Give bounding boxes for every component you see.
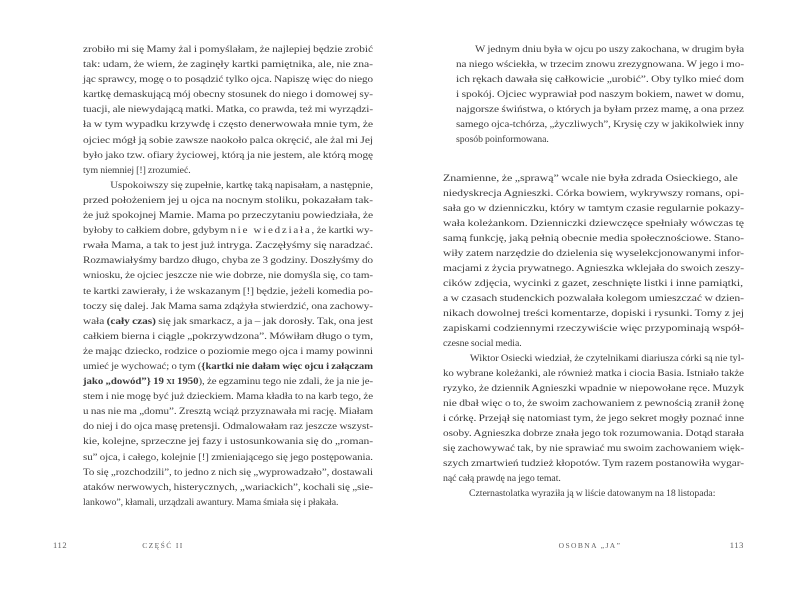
text-line-content [83, 72, 373, 87]
text-line-content [443, 291, 744, 306]
text-line-content [83, 465, 373, 480]
text-segment: niedyskrecja Agnieszki. Córka bowiem, wykrywszy romans, opi- [443, 188, 744, 199]
text-segment: samą funkcję, jaką pełnią obecnie media społecznościowe. Stano- [443, 233, 744, 244]
text-line [83, 102, 373, 117]
text-line [83, 133, 373, 148]
text-segment: tak: udam, że wiem, że zaginęły kartki pamiętnika, ale, nie zna- [83, 59, 373, 71]
text-line-content [443, 171, 738, 186]
text-segment: na niego wściekła, w trzecim znowu zrezygnowana. W jego i mo- [456, 59, 744, 70]
text-line-content [83, 253, 373, 268]
text-segment: jako „dowód”} 19 [83, 376, 167, 388]
left-page-number: 112 [53, 540, 68, 550]
text-line-content [96, 178, 373, 193]
text-line [443, 336, 744, 351]
text-line [83, 314, 373, 329]
text-line-content [83, 419, 373, 434]
text-line [443, 321, 744, 336]
text-segment: su” ojca, i całego, kolejnie [!] zmieniającego się jego postępowania. [83, 451, 373, 463]
text-line [443, 201, 744, 216]
text-line [83, 253, 373, 268]
text-segment: ojciec mógł ją sobie zawsze naokoło palca okręcić, ale żal mi Jej [83, 134, 373, 146]
text-line [83, 299, 373, 314]
text-line-content [83, 450, 373, 465]
text-segment: Czternastolatka wyraziła ją w liście datowanym na 18 listopada: [469, 488, 716, 499]
text-segment: ryzyko, że dziennik Agnieszki wpadnie w niepowołane ręce. Muzyk [443, 383, 744, 394]
text-line-content [456, 486, 715, 501]
text-segment: Uspokoiwszy się zupełnie, kartkę taką napisałam, a następnie, [110, 179, 374, 191]
paragraph [443, 171, 744, 351]
text-segment: całkiem bierna i ciągle „pokrzywdzona”. Mówiłam długo o tym, [83, 330, 373, 342]
text-line-content [443, 321, 744, 336]
text-line-content [83, 344, 373, 359]
text-line [83, 193, 373, 208]
text-segment: kie, kolejne, sprzeczne jej fazy i ustosunkowania się do „roman- [83, 436, 373, 448]
text-segment: Znamienne, że „sprawą” wcale nie była zdrada Osieckiego, ale [443, 173, 738, 184]
text-line [443, 351, 744, 366]
text-line [456, 72, 744, 87]
text-segment: u nas nie ma „domu”. Zresztą wciąż przyznawała mi rację. Miałam [83, 406, 373, 418]
text-line [83, 419, 373, 434]
text-line-content [83, 480, 373, 495]
quote-block [456, 42, 744, 147]
text-line [83, 329, 373, 344]
text-segment: To się „rozchodzili”, to jedno z nich się „wyprowadzało”, dostawali [83, 466, 373, 478]
text-line-content [456, 87, 744, 102]
text-line [443, 261, 744, 276]
text-line-content [443, 441, 744, 456]
text-segment: lankowo”, kłamali, urządzali awantury. Mama śmiała się i płakała. [83, 496, 339, 508]
text-segment: ich rękach dawała się całkowicie „urobić”. Oby tylko mieć dom [456, 74, 744, 85]
text-segment: najgorsze świństwa, o których ja byłam przez mamę, a ona przez [456, 104, 744, 115]
text-segment: i spokój. Ojciec wyprawiał pod naszym bokiem, nawet w domu, [456, 89, 744, 100]
text-line-content [443, 201, 744, 216]
text-line [83, 57, 373, 72]
text-line [83, 434, 373, 449]
text-line-content [83, 223, 373, 238]
text-line [83, 238, 373, 253]
text-line-content [443, 261, 744, 276]
text-line [83, 208, 373, 223]
text-line-content [83, 329, 373, 344]
text-line [456, 42, 744, 57]
text-line [83, 148, 373, 163]
text-line [443, 216, 744, 231]
text-line [443, 276, 744, 291]
text-line-content [83, 163, 191, 178]
text-line [456, 57, 744, 72]
text-line [443, 306, 744, 321]
text-line [83, 495, 373, 510]
text-line [456, 87, 744, 102]
text-segment: W jednym dniu była w ojcu po uszy zakochana, w drugim była [475, 44, 744, 55]
text-line [456, 132, 744, 147]
text-line [443, 486, 744, 501]
text-segment: było jako tzw. ofiary życiowej, którą ja nie jestem, ale którą mogę [83, 149, 373, 161]
text-segment: Rozmawiałyśmy bardzo długo, chyba ze 3 godziny. Doszłyśmy do [83, 255, 373, 267]
text-line [456, 117, 744, 132]
text-line [443, 411, 744, 426]
text-segment: zapiskami codziennymi rzeczywiście więc przypominają współ- [443, 323, 744, 334]
text-line [83, 389, 373, 404]
text-line-content [443, 336, 522, 351]
text-line-content [83, 404, 373, 419]
text-segment: xi [166, 376, 175, 388]
text-segment: czesne social media. [443, 338, 522, 349]
right-page-number: 113 [729, 540, 744, 550]
text-segment: macjami z życia prywatnego. Agnieszka wklejała do swoich zeszy- [443, 263, 744, 274]
text-segment: cików zdjęcia, wycinki z gazet, zeschnięte listki i inne pamiątki, [443, 278, 744, 289]
text-segment: i córkę. Przejął się natomiast tym, że jego sekret mogły poznać inne [443, 413, 744, 424]
text-line [443, 381, 744, 396]
text-segment: toczy się dalej. Jak Mama sama zdążyła stwierdzić, ona zachowy- [83, 300, 373, 312]
paragraph [443, 486, 744, 501]
text-segment: że już spokojnej Mamie. Mama po przeczytaniu powiedziała, że [83, 210, 373, 222]
text-line-content [456, 132, 549, 147]
text-line-content [83, 42, 373, 57]
text-segment: {kartki nie dałam więc ojcu i załączam [201, 360, 373, 372]
text-segment: jąc sprawcy, mogę o to posądzić tylko ojca. Napiszę więc do niego [83, 74, 373, 86]
text-line-content [83, 359, 373, 374]
text-segment: wała [83, 315, 107, 327]
paragraph [83, 42, 373, 178]
right-running-head: OSOBNA „JA” [558, 541, 622, 550]
page-right-text [443, 42, 744, 501]
text-line-content [443, 231, 744, 246]
text-line-content [83, 193, 373, 208]
text-segment: ko wybrane koleżanki, ale również matka i ciocia Basia. Istniało także [443, 368, 744, 379]
text-segment: się jak smarkacz, a ja – jak dorosły. Tak, ona jest [155, 315, 373, 327]
text-line-content [443, 216, 744, 231]
text-line [83, 344, 373, 359]
text-line [83, 374, 373, 389]
text-line [443, 171, 744, 186]
text-line [83, 480, 373, 495]
text-segment: samego ojca-tchórza, „życzliwych”, Krysię czy w jakikolwiek inny [456, 119, 744, 130]
left-running-head: CZĘŚĆ II [142, 541, 184, 550]
text-line-content [456, 351, 744, 366]
text-line [443, 366, 744, 381]
text-segment: wiły zatem narzędzie do dzielenia się wyselekcjonowanymi infor- [443, 248, 744, 259]
text-line [83, 163, 373, 178]
text-line-content [83, 102, 373, 117]
text-segment: kartkę demaskującą mój obecny stosunek do niego i domowej sy- [83, 89, 373, 101]
text-line-content [443, 366, 744, 381]
text-segment: zrobiło mi się Mamy żal i pomyślałam, że najlepiej będzie zrobić [83, 44, 373, 55]
text-line-content [456, 72, 744, 87]
text-line-content [456, 117, 744, 132]
text-line-content [443, 381, 744, 396]
text-segment: nie dbał więc o to, że swoim zachowaniem z pewnością zranił żonę [443, 398, 744, 409]
text-line [83, 223, 373, 238]
text-segment: a w czasach studenckich pozwalała kolegom umieszczać w dzien- [443, 293, 744, 304]
text-line-content [443, 456, 744, 471]
text-line [83, 117, 373, 132]
text-line-content [456, 57, 744, 72]
text-line [443, 231, 744, 246]
text-line-content [83, 148, 373, 163]
text-segment: (cały czas) [106, 315, 156, 327]
text-line [83, 178, 373, 193]
text-segment: ), że egzaminu tego nie zdali, że ja nie je- [198, 376, 373, 388]
text-line [443, 291, 744, 306]
text-line [443, 186, 744, 201]
text-segment: Wiktor Osiecki wiedział, że czytelnikami diariusza córki są nie tyl- [469, 353, 744, 364]
text-line-content [83, 87, 373, 102]
text-segment: stem i nie mogę być już dzieckiem. Mama kładła to na karb tego, że [83, 391, 373, 403]
text-segment: , że kartki wy- [311, 225, 373, 237]
text-line [456, 102, 744, 117]
text-segment: sała go w dzienniczku, który w tamtym czasie regularnie pokazy- [443, 203, 744, 214]
text-line [83, 465, 373, 480]
paragraph [83, 178, 373, 510]
text-segment: do niej i do ojca masę pretensji. Odmalowałam raz jeszcze wszyst- [83, 421, 373, 433]
text-segment: rwała Mama, a tak to jest już intryga. Zaczęłyśmy się naradzać. [83, 240, 373, 252]
text-segment: te kartki zawierały, i że wskazanym [!] będzie, jeżeli komedia po- [83, 285, 373, 297]
text-line-content [443, 246, 744, 261]
text-segment: sposób poinformowana. [456, 134, 549, 145]
text-segment: byłoby to całkiem dobre, gdybym [83, 225, 231, 237]
text-line-content [443, 276, 743, 291]
text-segment: wała koleżankom. Dzienniczki dziewczęce spełniały wówczas tę [443, 218, 744, 229]
text-line-content [83, 314, 373, 329]
text-line [83, 284, 373, 299]
text-line [83, 72, 373, 87]
text-line [83, 268, 373, 283]
text-line [83, 359, 373, 374]
text-segment: nąć całą prawdę na jego temat. [443, 473, 561, 484]
text-line-content [443, 471, 561, 486]
text-line-content [443, 306, 744, 321]
text-line-content [443, 426, 744, 441]
text-line-content [443, 396, 744, 411]
text-line [443, 471, 744, 486]
text-segment: szych zmartwień tudzież kłopotów. Tym razem postanowiła wygar- [443, 458, 744, 469]
text-line-content [83, 57, 373, 72]
text-line-content [83, 133, 373, 148]
text-segment: ła w tym wypadku krzywdę i często denerwowała mnie tym, że [83, 119, 373, 131]
text-line-content [83, 495, 338, 510]
text-line-content [465, 42, 744, 57]
text-line [83, 450, 373, 465]
text-line [83, 404, 373, 419]
text-segment: umieć je wychować; o tym ( [83, 360, 202, 372]
text-line-content [456, 102, 744, 117]
text-line [443, 456, 744, 471]
text-line-content [443, 186, 744, 201]
text-segment: że mając dziecko, rodzice o poziomie mego ojca i mamy powinni [83, 345, 373, 357]
text-line [443, 396, 744, 411]
text-line-content [83, 299, 373, 314]
text-segment: tuacji, ale niewydającą matki. Matka, co prawda, też mi wyrządzi- [83, 104, 373, 116]
text-line-content [83, 389, 373, 404]
text-segment: ataków nerwowych, histerycznych, „wariackich”, kochali się „sie- [83, 481, 373, 493]
paragraph [443, 351, 744, 486]
text-line-content [443, 411, 744, 426]
text-line-content [83, 268, 373, 283]
text-line-content [83, 208, 373, 223]
text-line [443, 246, 744, 261]
text-line-content [83, 117, 373, 132]
text-line [83, 87, 373, 102]
text-segment: przed położeniem jej u ojca na nocnym stoliku, pokazałam tak- [83, 194, 373, 206]
text-segment: wniosku, że ojciec jeszcze nie wie dobrze, nie domyśla się, co tam- [83, 270, 373, 282]
text-segment: 1950 [174, 376, 199, 388]
page-left-text [83, 42, 373, 510]
text-line-content [83, 284, 373, 299]
text-line-content [83, 238, 373, 253]
text-line [443, 426, 744, 441]
text-segment: nikach dowolnej treści komentarze, dopiski i rysunki. Tomy z jej [443, 308, 744, 319]
text-segment: tym niemniej [!] zrozumieć. [83, 164, 191, 176]
text-line-content [83, 434, 373, 449]
text-segment: nie wiedziała [230, 225, 312, 237]
text-line [443, 441, 744, 456]
text-segment: się zachowywać tak, by nie sprawiać mu swoim zachowaniem więk- [443, 443, 744, 454]
text-line-content [83, 374, 373, 389]
text-line [83, 42, 373, 57]
text-segment: osoby. Agnieszka dobrze znała jego tok rozumowania. Dotąd starała [443, 428, 744, 439]
